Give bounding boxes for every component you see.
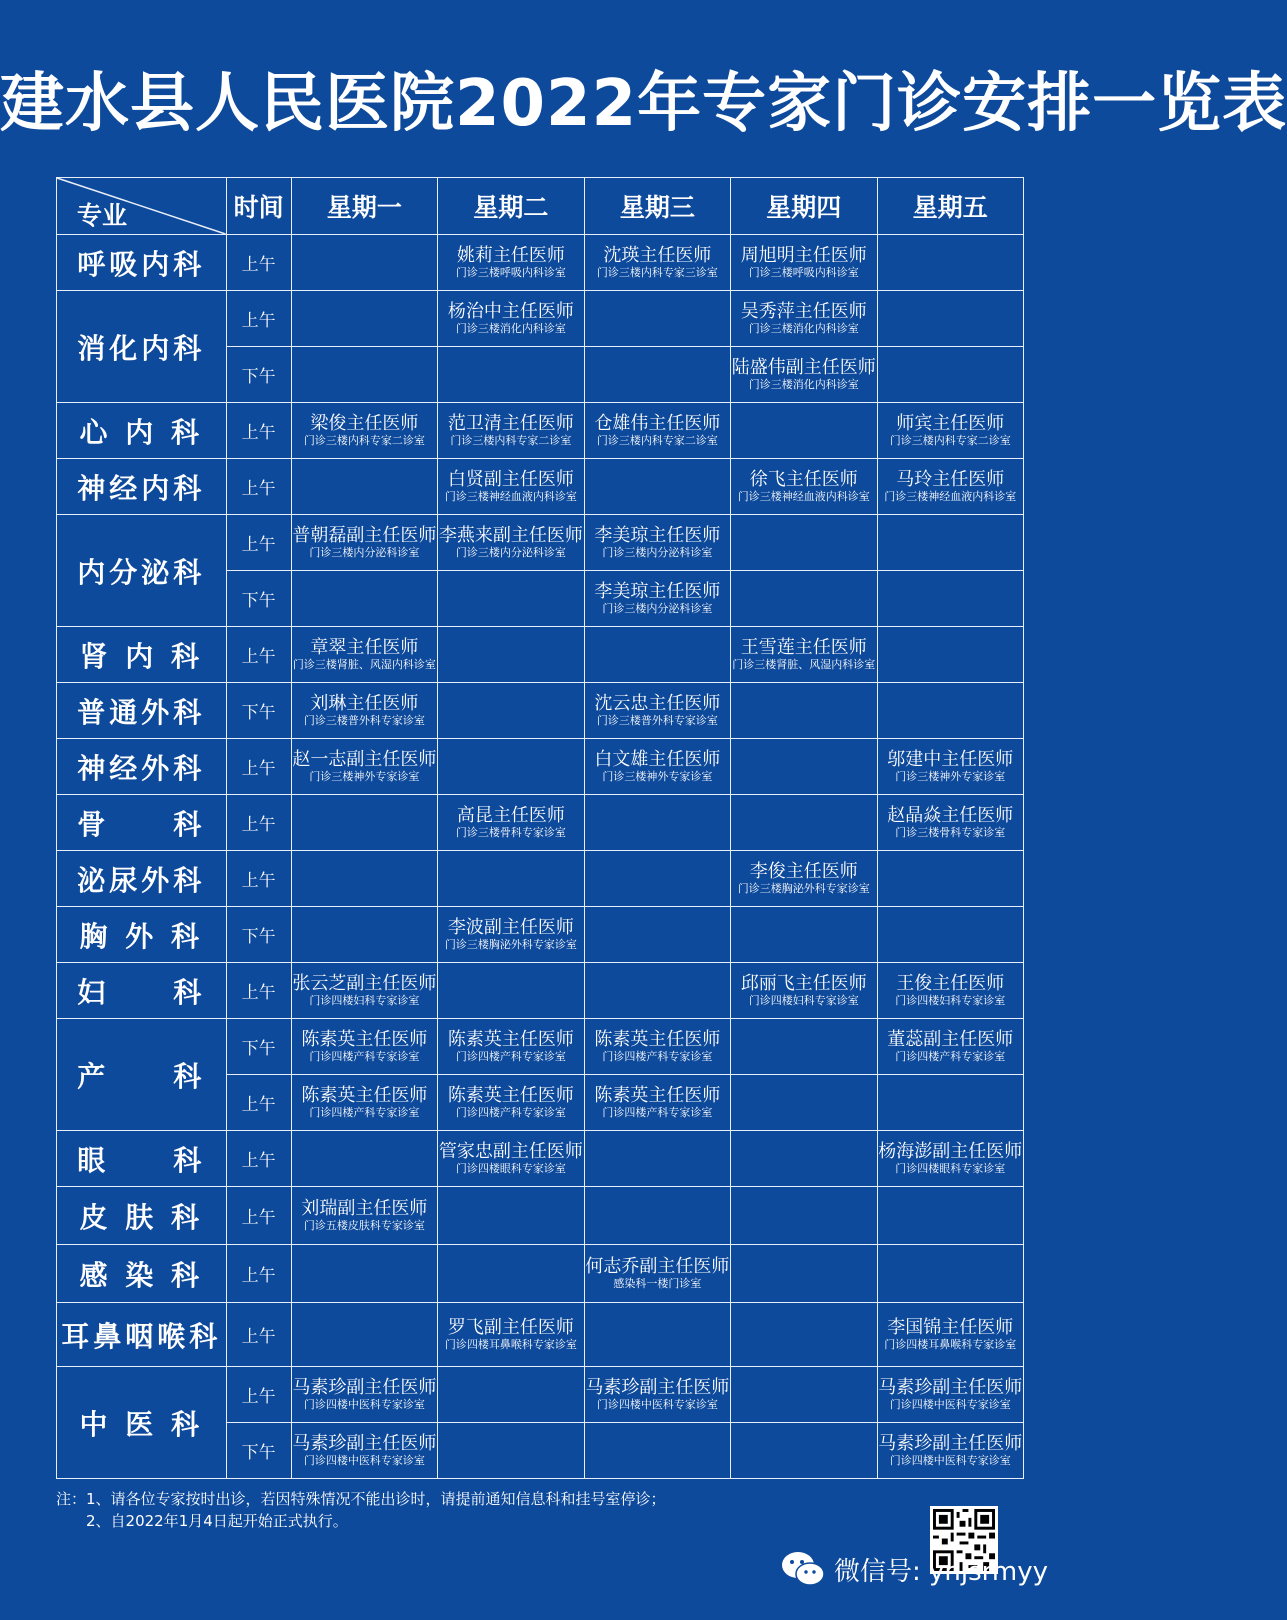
clinic-room: 门诊四楼产科专家诊室 [455, 1106, 566, 1119]
schedule-cell [438, 1131, 584, 1187]
schedule-cell [877, 627, 1023, 683]
schedule-cell [584, 347, 730, 403]
schedule-cell [438, 683, 584, 739]
schedule-row [57, 459, 1024, 515]
day-header: 星期二 [438, 178, 584, 235]
clinic-room: 门诊四楼产科专家诊室 [309, 1106, 420, 1119]
clinic-room: 门诊三楼内科专家二诊室 [450, 434, 572, 447]
clinic-room: 门诊四楼产科专家诊室 [455, 1050, 566, 1063]
schedule-cell [731, 291, 877, 347]
schedule-row [57, 403, 1024, 459]
time-cell: 下午 [226, 907, 291, 963]
time-cell: 上午 [226, 1367, 291, 1423]
clinic-room: 门诊三楼消化内科诊室 [455, 322, 566, 335]
schedule-cell [438, 459, 584, 515]
doctor-name: 杨海澎副主任医师 [878, 1141, 1023, 1162]
clinic-room: 门诊四楼中医科专家诊室 [596, 1398, 718, 1411]
schedule-cell [731, 1367, 877, 1423]
schedule-cell [291, 571, 437, 627]
schedule-cell [731, 1075, 877, 1131]
clinic-room: 门诊三楼呼吸内科诊室 [748, 266, 859, 279]
doctor-name: 吴秀萍主任医师 [740, 301, 867, 322]
schedule-cell [291, 347, 437, 403]
schedule-cell [584, 795, 730, 851]
department-cell: 骨 科 [57, 795, 227, 851]
doctor-name: 王俊主任医师 [896, 973, 1005, 994]
department-cell: 普通外科 [57, 683, 227, 739]
department-cell: 心 内 科 [57, 403, 227, 459]
schedule-cell [438, 739, 584, 795]
doctor-name: 陈素英主任医师 [447, 1085, 574, 1106]
schedule-cell [291, 1423, 437, 1479]
clinic-room: 门诊三楼胸泌外科专家诊室 [444, 938, 577, 951]
schedule-cell [584, 851, 730, 907]
time-cell: 上午 [226, 739, 291, 795]
schedule-cell [877, 1303, 1023, 1367]
schedule-cell [438, 1019, 584, 1075]
schedule-cell [731, 963, 877, 1019]
time-cell: 上午 [226, 1187, 291, 1245]
department-cell: 妇 科 [57, 963, 227, 1019]
day-header: 星期四 [731, 178, 877, 235]
schedule-cell [438, 1075, 584, 1131]
schedule-cell [291, 1187, 437, 1245]
clinic-room: 门诊三楼内科专家二诊室 [889, 434, 1011, 447]
schedule-cell [877, 795, 1023, 851]
schedule-cell [291, 291, 437, 347]
department-cell: 肾 内 科 [57, 627, 227, 683]
schedule-cell [731, 1187, 877, 1245]
doctor-name: 陈素英主任医师 [447, 1029, 574, 1050]
clinic-room: 门诊四楼中医科专家诊室 [889, 1454, 1011, 1467]
clinic-room: 门诊三楼消化内科诊室 [748, 322, 859, 335]
department-cell: 呼吸内科 [57, 235, 227, 291]
header-row [57, 178, 1024, 235]
schedule-cell [731, 459, 877, 515]
time-cell: 上午 [226, 627, 291, 683]
clinic-room: 门诊四楼耳鼻喉科专家诊室 [884, 1338, 1017, 1351]
doctor-name: 范卫清主任医师 [447, 413, 574, 434]
doctor-name: 刘琳主任医师 [310, 693, 419, 714]
schedule-row [57, 1367, 1024, 1423]
schedule-cell [584, 459, 730, 515]
schedule-cell [291, 1131, 437, 1187]
doctor-name: 梁俊主任医师 [310, 413, 419, 434]
time-cell: 上午 [226, 963, 291, 1019]
schedule-cell [731, 851, 877, 907]
department-cell: 眼 科 [57, 1131, 227, 1187]
schedule-cell [731, 1019, 877, 1075]
schedule-cell [584, 1303, 730, 1367]
doctor-name: 陈素英主任医师 [594, 1029, 721, 1050]
schedule-cell [877, 459, 1023, 515]
clinic-room: 门诊三楼神外专家诊室 [895, 770, 1006, 783]
schedule-cell [584, 1245, 730, 1303]
schedule-cell [438, 515, 584, 571]
clinic-room: 门诊三楼内分泌科诊室 [602, 546, 713, 559]
department-cell: 中 医 科 [57, 1367, 227, 1479]
clinic-room: 门诊三楼内分泌科诊室 [309, 546, 420, 559]
schedule-cell [291, 1019, 437, 1075]
schedule-cell [877, 515, 1023, 571]
clinic-room: 门诊五楼皮肤科专家诊室 [303, 1219, 425, 1232]
schedule-row [57, 515, 1024, 571]
schedule-cell [438, 851, 584, 907]
day-header: 星期一 [291, 178, 437, 235]
schedule-cell [731, 683, 877, 739]
department-cell: 皮 肤 科 [57, 1187, 227, 1245]
clinic-room: 门诊三楼内科专家二诊室 [596, 434, 718, 447]
doctor-name: 马素珍副主任医师 [292, 1377, 437, 1398]
schedule-row [57, 291, 1024, 347]
schedule-cell [731, 1423, 877, 1479]
schedule-cell [438, 963, 584, 1019]
specialty-header-label: 专业 [77, 201, 128, 230]
time-header: 时间 [226, 178, 291, 235]
schedule-cell [438, 235, 584, 291]
time-cell: 上午 [226, 515, 291, 571]
time-cell: 上午 [226, 235, 291, 291]
clinic-room: 门诊三楼消化内科诊室 [748, 378, 859, 391]
schedule-cell [731, 515, 877, 571]
doctor-name: 李燕来副主任医师 [438, 525, 583, 546]
doctor-name: 马素珍副主任医师 [585, 1377, 730, 1398]
schedule-cell [438, 571, 584, 627]
time-cell: 上午 [226, 459, 291, 515]
schedule-cell [877, 347, 1023, 403]
time-cell: 上午 [226, 291, 291, 347]
schedule-cell [584, 1075, 730, 1131]
clinic-room: 门诊四楼产科专家诊室 [602, 1050, 713, 1063]
schedule-cell [877, 1019, 1023, 1075]
time-cell: 下午 [226, 1423, 291, 1479]
clinic-room: 门诊三楼神经血液内科诊室 [444, 490, 577, 503]
schedule-row [57, 1187, 1024, 1245]
doctor-name: 高昆主任医师 [456, 805, 565, 826]
schedule-cell [291, 963, 437, 1019]
schedule-cell [291, 627, 437, 683]
doctor-name: 师宾主任医师 [896, 413, 1005, 434]
schedule-cell [877, 1075, 1023, 1131]
schedule-cell [291, 235, 437, 291]
schedule-cell [584, 907, 730, 963]
doctor-name: 张云芝副主任医师 [292, 973, 437, 994]
schedule-cell [291, 739, 437, 795]
schedule-row [57, 907, 1024, 963]
clinic-room: 门诊三楼呼吸内科诊室 [455, 266, 566, 279]
schedule-cell [584, 1423, 730, 1479]
schedule-cell [438, 1245, 584, 1303]
schedule-cell [584, 683, 730, 739]
time-cell: 上午 [226, 1131, 291, 1187]
doctor-name: 周旭明主任医师 [740, 245, 867, 266]
schedule-cell [877, 739, 1023, 795]
doctor-name: 陈素英主任医师 [301, 1085, 428, 1106]
time-cell: 上午 [226, 403, 291, 459]
schedule-cell [438, 1423, 584, 1479]
schedule-table [56, 177, 1024, 1479]
schedule-cell [584, 235, 730, 291]
doctor-name: 赵晶焱主任医师 [887, 805, 1014, 826]
note-line-1: 注：1、请各位专家按时出诊，若因特殊情况不能出诊时，请提前通知信息科和挂号室停诊； [56, 1490, 666, 1508]
schedule-cell [731, 1303, 877, 1367]
clinic-room: 门诊四楼中医科专家诊室 [303, 1454, 425, 1467]
clinic-room: 门诊三楼普外科专家诊室 [596, 714, 718, 727]
clinic-room: 门诊三楼神经血液内科诊室 [884, 490, 1017, 503]
schedule-cell [584, 515, 730, 571]
department-cell: 产 科 [57, 1019, 227, 1131]
clinic-room: 门诊四楼妇科专家诊室 [309, 994, 420, 1007]
doctor-name: 刘瑞副主任医师 [301, 1198, 428, 1219]
schedule-cell [438, 1367, 584, 1423]
schedule-cell [877, 235, 1023, 291]
time-cell: 下午 [226, 347, 291, 403]
doctor-name: 李美琼主任医师 [594, 525, 721, 546]
time-cell: 下午 [226, 571, 291, 627]
time-cell: 下午 [226, 683, 291, 739]
schedule-row [57, 627, 1024, 683]
doctor-name: 马素珍副主任医师 [878, 1433, 1023, 1454]
doctor-name: 邱丽飞主任医师 [740, 973, 867, 994]
doctor-name: 李波副主任医师 [447, 917, 574, 938]
department-cell: 耳鼻咽喉科 [57, 1303, 227, 1367]
doctor-name: 何志乔副主任医师 [585, 1256, 730, 1277]
doctor-name: 李俊主任医师 [749, 861, 858, 882]
doctor-name: 白文雄主任医师 [594, 749, 721, 770]
schedule-row [57, 1131, 1024, 1187]
schedule-cell [438, 795, 584, 851]
schedule-cell [291, 683, 437, 739]
schedule-cell [584, 1187, 730, 1245]
schedule-row [57, 683, 1024, 739]
schedule-cell [731, 403, 877, 459]
doctor-name: 沈云忠主任医师 [594, 693, 721, 714]
time-cell: 下午 [226, 1019, 291, 1075]
doctor-name: 马素珍副主任医师 [292, 1433, 437, 1454]
clinic-room: 门诊三楼内分泌科诊室 [455, 546, 566, 559]
clinic-room: 门诊三楼神外专家诊室 [309, 770, 420, 783]
schedule-cell [584, 1131, 730, 1187]
doctor-name: 管家忠副主任医师 [438, 1141, 583, 1162]
schedule-cell [438, 1187, 584, 1245]
doctor-name: 陆盛伟副主任医师 [731, 357, 876, 378]
schedule-row [57, 1019, 1024, 1075]
schedule-cell [877, 291, 1023, 347]
schedule-cell [731, 235, 877, 291]
clinic-room: 门诊四楼眼科专家诊室 [455, 1162, 566, 1175]
schedule-cell [291, 403, 437, 459]
schedule-cell [438, 347, 584, 403]
clinic-room: 门诊三楼骨科专家诊室 [895, 826, 1006, 839]
clinic-room: 门诊四楼耳鼻喉科专家诊室 [444, 1338, 577, 1351]
schedule-cell [291, 515, 437, 571]
schedule-cell [291, 1367, 437, 1423]
schedule-cell [584, 291, 730, 347]
day-header: 星期五 [877, 178, 1023, 235]
clinic-room: 门诊三楼骨科专家诊室 [455, 826, 566, 839]
schedule-cell [731, 1245, 877, 1303]
department-cell: 泌尿外科 [57, 851, 227, 907]
doctor-name: 普朝磊副主任医师 [292, 525, 437, 546]
clinic-room: 门诊三楼神经血液内科诊室 [737, 490, 870, 503]
schedule-cell [877, 1423, 1023, 1479]
time-cell: 上午 [226, 851, 291, 907]
schedule-row [57, 235, 1024, 291]
schedule-cell [584, 403, 730, 459]
page-title: 建水县人民医院2022年专家门诊安排一览表 [0, 67, 1287, 141]
time-cell: 上午 [226, 1303, 291, 1367]
schedule-cell [291, 851, 437, 907]
clinic-room: 门诊三楼神外专家诊室 [602, 770, 713, 783]
wechat-icon [780, 1550, 826, 1588]
schedule-cell [877, 403, 1023, 459]
doctor-name: 杨治中主任医师 [447, 301, 574, 322]
doctor-name: 马玲主任医师 [896, 469, 1005, 490]
schedule-cell [438, 291, 584, 347]
schedule-cell [731, 347, 877, 403]
clinic-room: 门诊三楼内科专家二诊室 [303, 434, 425, 447]
schedule-cell [291, 795, 437, 851]
wechat-id [780, 1550, 1048, 1588]
clinic-room: 感染科一楼门诊室 [613, 1277, 702, 1290]
clinic-room: 门诊三楼内科专家三诊室 [596, 266, 718, 279]
schedule-cell [584, 739, 730, 795]
schedule-cell [877, 963, 1023, 1019]
schedule-cell [731, 795, 877, 851]
schedule-cell [291, 907, 437, 963]
doctor-name: 陈素英主任医师 [594, 1085, 721, 1106]
day-header: 星期三 [584, 178, 730, 235]
schedule-cell [877, 1187, 1023, 1245]
clinic-room: 门诊三楼肾脏、风湿内科诊室 [732, 658, 876, 671]
doctor-name: 董蕊副主任医师 [887, 1029, 1014, 1050]
doctor-name: 沈瑛主任医师 [603, 245, 712, 266]
schedule-cell [877, 1367, 1023, 1423]
note-line-2: 2、自2022年1月4日起开始正式执行。 [86, 1512, 348, 1530]
time-cell: 上午 [226, 795, 291, 851]
schedule-cell [291, 1303, 437, 1367]
clinic-room: 门诊四楼产科专家诊室 [602, 1106, 713, 1119]
schedule-cell [584, 571, 730, 627]
schedule-cell [877, 571, 1023, 627]
schedule-cell [877, 683, 1023, 739]
schedule-row [57, 739, 1024, 795]
schedule-cell [877, 1131, 1023, 1187]
clinic-room: 门诊四楼产科专家诊室 [309, 1050, 420, 1063]
doctor-name: 姚莉主任医师 [456, 245, 565, 266]
clinic-room: 门诊四楼中医科专家诊室 [303, 1398, 425, 1411]
wechat-label: 微信号: ynjsrmyy [834, 1556, 1048, 1587]
schedule-cell [731, 627, 877, 683]
time-cell: 上午 [226, 1075, 291, 1131]
schedule-cell [438, 403, 584, 459]
clinic-room: 门诊四楼中医科专家诊室 [889, 1398, 1011, 1411]
schedule-cell [584, 1367, 730, 1423]
schedule-cell [731, 571, 877, 627]
doctor-name: 章翠主任医师 [310, 637, 419, 658]
doctor-name: 陈素英主任医师 [301, 1029, 428, 1050]
schedule-cell [438, 1303, 584, 1367]
clinic-room: 门诊四楼产科专家诊室 [895, 1050, 1006, 1063]
schedule-cell [291, 1075, 437, 1131]
department-cell: 感 染 科 [57, 1245, 227, 1303]
department-cell: 神经内科 [57, 459, 227, 515]
schedule-cell [438, 907, 584, 963]
doctor-name: 仓雄伟主任医师 [594, 413, 721, 434]
clinic-room: 门诊三楼普外科专家诊室 [303, 714, 425, 727]
doctor-name: 白贤副主任医师 [447, 469, 574, 490]
schedule-cell [291, 1245, 437, 1303]
doctor-name: 李国锦主任医师 [887, 1317, 1014, 1338]
clinic-room: 门诊三楼肾脏、风湿内科诊室 [292, 658, 436, 671]
doctor-name: 王雪莲主任医师 [740, 637, 867, 658]
corner-header [57, 178, 227, 235]
schedule-row [57, 963, 1024, 1019]
doctor-name: 邬建中主任医师 [887, 749, 1014, 770]
time-cell: 上午 [226, 1245, 291, 1303]
doctor-name: 李美琼主任医师 [594, 581, 721, 602]
schedule-row [57, 1245, 1024, 1303]
clinic-room: 门诊三楼内分泌科诊室 [602, 602, 713, 615]
doctor-name: 徐飞主任医师 [749, 469, 858, 490]
schedule-cell [731, 1131, 877, 1187]
schedule-cell [877, 1245, 1023, 1303]
schedule-row [57, 851, 1024, 907]
doctor-name: 罗飞副主任医师 [447, 1317, 574, 1338]
schedule-cell [584, 1019, 730, 1075]
schedule-cell [584, 627, 730, 683]
doctor-name: 马素珍副主任医师 [878, 1377, 1023, 1398]
schedule-row [57, 1303, 1024, 1367]
clinic-room: 门诊四楼妇科专家诊室 [895, 994, 1006, 1007]
schedule-cell [877, 907, 1023, 963]
clinic-room: 门诊四楼眼科专家诊室 [895, 1162, 1006, 1175]
schedule-cell [731, 739, 877, 795]
schedule-cell [291, 459, 437, 515]
doctor-name: 赵一志副主任医师 [292, 749, 437, 770]
schedule-cell [731, 907, 877, 963]
schedule-cell [877, 851, 1023, 907]
clinic-room: 门诊三楼胸泌外科专家诊室 [737, 882, 870, 895]
schedule-cell [584, 963, 730, 1019]
department-cell: 内分泌科 [57, 515, 227, 627]
department-cell: 消化内科 [57, 291, 227, 403]
schedule-row [57, 795, 1024, 851]
department-cell: 胸 外 科 [57, 907, 227, 963]
notes [56, 1488, 666, 1532]
department-cell: 神经外科 [57, 739, 227, 795]
clinic-room: 门诊四楼妇科专家诊室 [748, 994, 859, 1007]
schedule-cell [438, 627, 584, 683]
schedule-body [57, 235, 1024, 1479]
